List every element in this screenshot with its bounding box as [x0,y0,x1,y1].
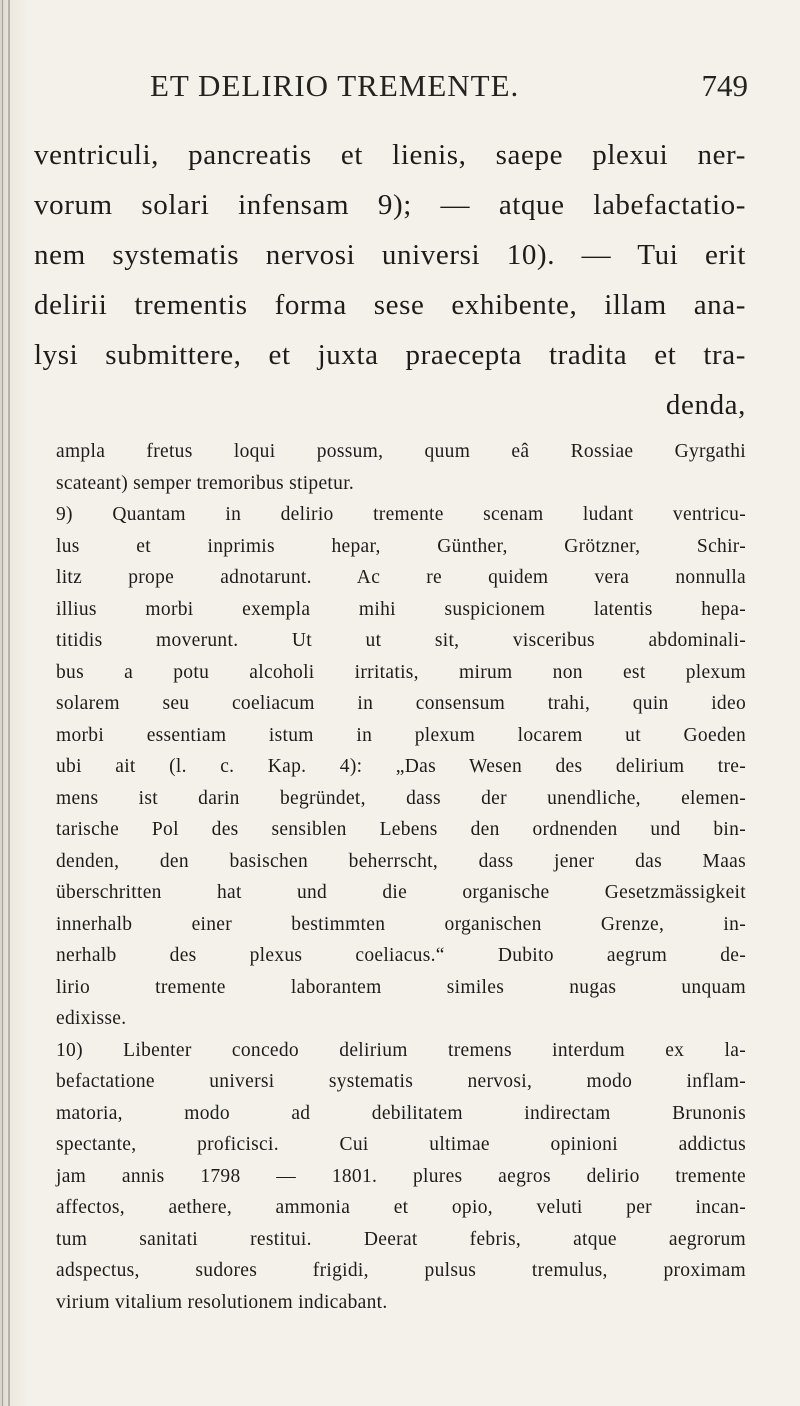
footnote-line: scateant) semper tremoribus stipetur. [56,472,355,494]
footnote-line: innerhalb einer bestimmten organischen Grenze, in- [56,913,746,935]
footnote-line: lirio tremente laborantem similes nugas unquam [56,976,746,998]
footnote-line: edixisse. [56,1008,127,1029]
footnote-line: titidis moverunt. Ut ut sit, visceribus abdominali- [56,630,746,651]
binding-shadow [8,0,10,1406]
binding-edge [2,0,3,1406]
footnote-line: ampla fretus loqui possum, quum eâ Rossiae Gyrgathi [56,441,746,462]
main-line: ventriculi, pancreatis et lienis, saepe plexui ner- [34,139,746,171]
footnote-line: illius morbi exempla mihi suspicionem latentis hepa- [56,598,746,620]
main-line: denda, [665,389,746,421]
footnote-line: tum sanitati restitui. Deerat febris, atque aegrorum [56,1228,746,1250]
page-number: 749 [701,68,748,103]
main-line: delirii trementis forma sese exhibente, illam ana- [34,289,746,321]
footnote-line: befactatione universi systematis nervosi, modo inflam- [56,1071,746,1092]
footnote-line: affectos, aethere, ammonia et opio, veluti per incan- [56,1197,746,1218]
footnote-9: 9) Quantam in delirio tremente scenam ludant ventricu- [56,504,746,525]
footnote-line: solarem seu coeliacum in consensum trahi, quin ideo [56,693,746,714]
footnote-line: nerhalb des plexus coeliacus.“ Dubito aegrum de- [56,945,746,966]
footnote-line: bus a potu alcoholi irritatis, mirum non est plexum [56,661,746,683]
main-line: lysi submittere, et juxta praecepta tradita et tra- [34,339,746,371]
footnote-line: virium vitalium resolutionem indicabant. [56,1291,388,1313]
footnote-line: überschritten hat und die organische Gesetzmässigkeit [56,882,746,903]
footnote-line: litz prope adnotarunt. Ac re quidem vera nonnulla [56,567,746,588]
footnote-line: tarische Pol des sensiblen Lebens den ordnenden und bin- [56,819,746,840]
footnote-line: matoria, modo ad debilitatem indirectam Brunonis [56,1102,746,1124]
footnote-line: ubi ait (l. c. Kap. 4): „Das Wesen des delirium tre- [56,756,746,777]
running-title: ET DELIRIO TREMENTE. [150,68,520,103]
body-text [34,130,746,1318]
footnote-10: 10) Libenter concedo delirium tremens interdum ex la- [56,1039,746,1061]
footnote-line: adspectus, sudores frigidi, pulsus tremulus, proximam [56,1260,746,1281]
main-line: nem systematis nervosi universi 10). — Tui erit [34,239,746,271]
footnote-line: morbi essentiam istum in plexum locarem ut Goeden [56,724,746,746]
footnote-line: mens ist darin begründet, dass der unendliche, elemen- [56,787,746,809]
footnote-line: lus et inprimis hepar, Günther, Grötzner, Schir- [56,535,746,557]
main-line: vorum solari infensam 9); — atque labefactatio- [34,189,746,221]
footnote-line: spectante, proficisci. Cui ultimae opinioni addictus [56,1134,746,1155]
footnote-line: denden, den basischen beherrscht, dass jener das Maas [56,850,746,872]
footnote-line: jam annis 1798 — 1801. plures aegros delirio tremente [56,1165,746,1187]
